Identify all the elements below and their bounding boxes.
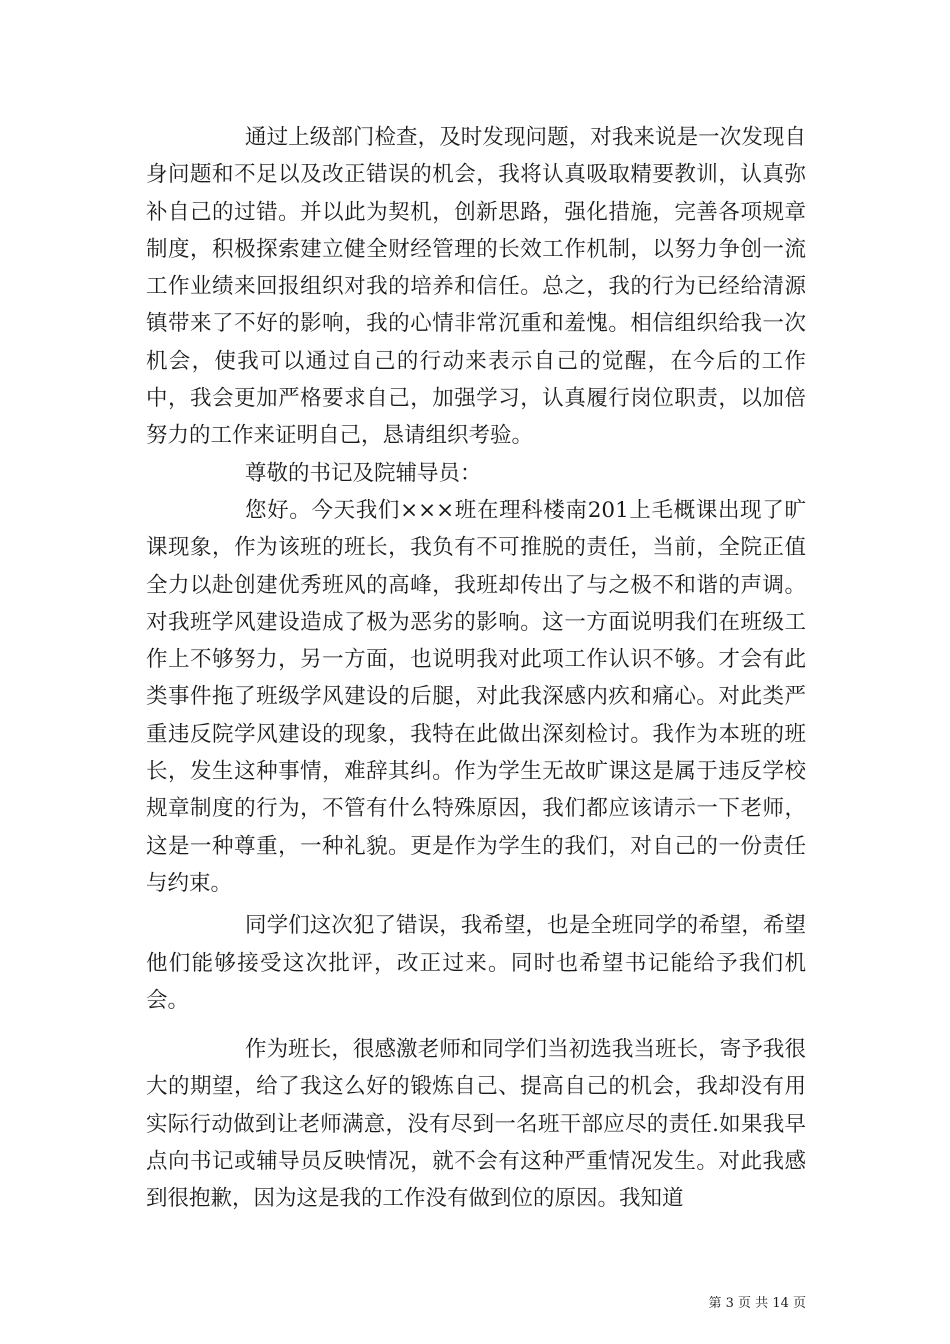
- paragraph-classmates-hope: 同学们这次犯了错误，我希望，也是全班同学的希望，希望他们能够接受这次批评，改正过来。同时也希望书记能给予我们机会。: [146, 913, 806, 1013]
- paragraph-absence-apology: 您好。今天我们×××班在理科楼南201上毛概课出现了旷课现象，作为该班的班长，我负有不可推脱的责任，当前，全院正值全力以赴创建优秀班风的高峰，我班却传出了与之极不和谐的声调。对我班学风建设造成了极为恶劣的影响。这一方面说明我们在班级工作上不够努力，另一方面，也说明我对此项工作认识不够。才会有此类事件拖了班级学风建设的后腿，对此我深感内疚和痛心。对此类严重违反院学风建设的现象，我特在此做出深刻检讨。我作为本班的班长，发生这种事情，难辞其纠。作为学生无故旷课这是属于违反学校规章制度的行为，不管有什么特殊原因，我们都应该请示一下老师，这是一种尊重，一种礼貌。更是作为学生的我们，对自己的一份责任与约束。: [146, 497, 806, 896]
- document-body: [146, 119, 806, 1218]
- salutation: 尊敬的书记及院辅导员：: [245, 460, 482, 486]
- page-number-footer: 第 3 页 共 14 页: [708, 1296, 806, 1311]
- paragraph-self-review: 通过上级部门检查，及时发现问题，对我来说是一次发现自身问题和不足以及改正错误的机会，我将认真吸取精要教训，认真弥补自己的过错。并以此为契机，创新思路，强化措施，完善各项规章制度，积极探索建立健全财经管理的长效工作机制，以努力争创一流工作业绩来回报组织对我的培养和信任。总之，我的行为已经给清源镇带来了不好的影响，我的心情非常沉重和羞愧。相信组织给我一次机会，使我可以通过自己的行动来表示自己的觉醒，在今后的工作中，我会更加严格要求自己，加强学习，认真履行岗位职责，以加倍努力的工作来证明自己，恳请组织考验。: [146, 125, 806, 449]
- paragraph-monitor-reflection: 作为班长，很感激老师和同学们当初选我当班长，寄予我很大的期望，给了我这么好的锻炼自己、提高自己的机会，我却没有用实际行动做到让老师满意，没有尽到一名班干部应尽的责任.如果我早点向书记或辅导员反映情况，就不会有这种严重情况发生。对此我感到很抱歉，因为这是我的工作没有做到位的原因。我知道: [146, 1037, 806, 1212]
